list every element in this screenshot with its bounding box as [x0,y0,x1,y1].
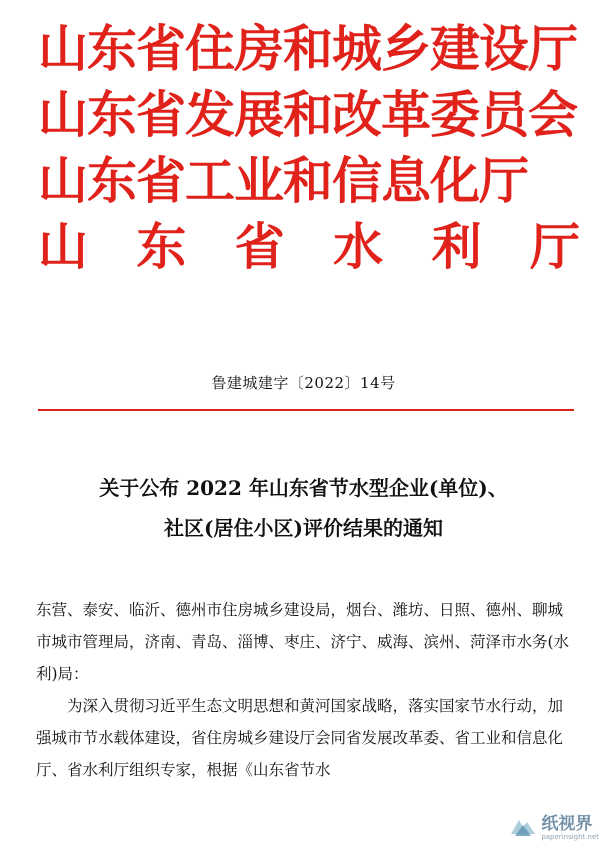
watermark-url: paperinsight.net [541,833,599,841]
body-paragraph-1: 为深入贯彻习近平生态文明思想和黄河国家战略，落实国家节水行动，加强城市节水载体建设，省住房城乡建设厅会同省发展改革委、省工业和信息化厅、省水利厅组织专家，根据《山东省节水 [36,697,564,779]
header-divider [38,409,574,411]
issuer-water-dept-char: 山 [38,217,88,276]
document-body [36,594,576,786]
issuer-water-dept-char: 省 [234,217,285,276]
title-line-1: 关于公布 2022 年山东省节水型企业(单位)、 [99,476,508,500]
recipients-paragraph: 东营、泰安、临沂、德州市住房城乡建设局，烟台、潍坊、日照、德州、聊城市城市管理局，济南、青岛、淄博、枣庄、济宁、威海、滨州、菏泽市水务(水利)局： [36,601,570,683]
issuer-water-dept-char: 利 [431,217,482,276]
document-number: 鲁建城建字〔2022〕14号 [211,374,396,392]
title-line-2: 社区(居住小区)评价结果的通知 [164,516,443,540]
document-title [0,468,607,548]
issuer-water-dept-char: 东 [136,217,187,276]
watermark [509,815,599,841]
issuer-water-dept [38,214,580,280]
issuer-water-dept-char: 厅 [529,217,580,276]
issuer-development-commission: 山东省发展和改革委员会 [38,85,577,144]
issuer-housing-dept: 山东省住房和城乡建设厅 [38,19,577,78]
issuer-industry-dept: 山东省工业和信息化厅 [38,151,528,210]
watermark-name: 纸视界 [541,814,593,834]
issuer-water-dept-char: 水 [333,217,384,276]
watermark-logo-icon [509,816,537,840]
issuing-authorities [38,16,580,280]
